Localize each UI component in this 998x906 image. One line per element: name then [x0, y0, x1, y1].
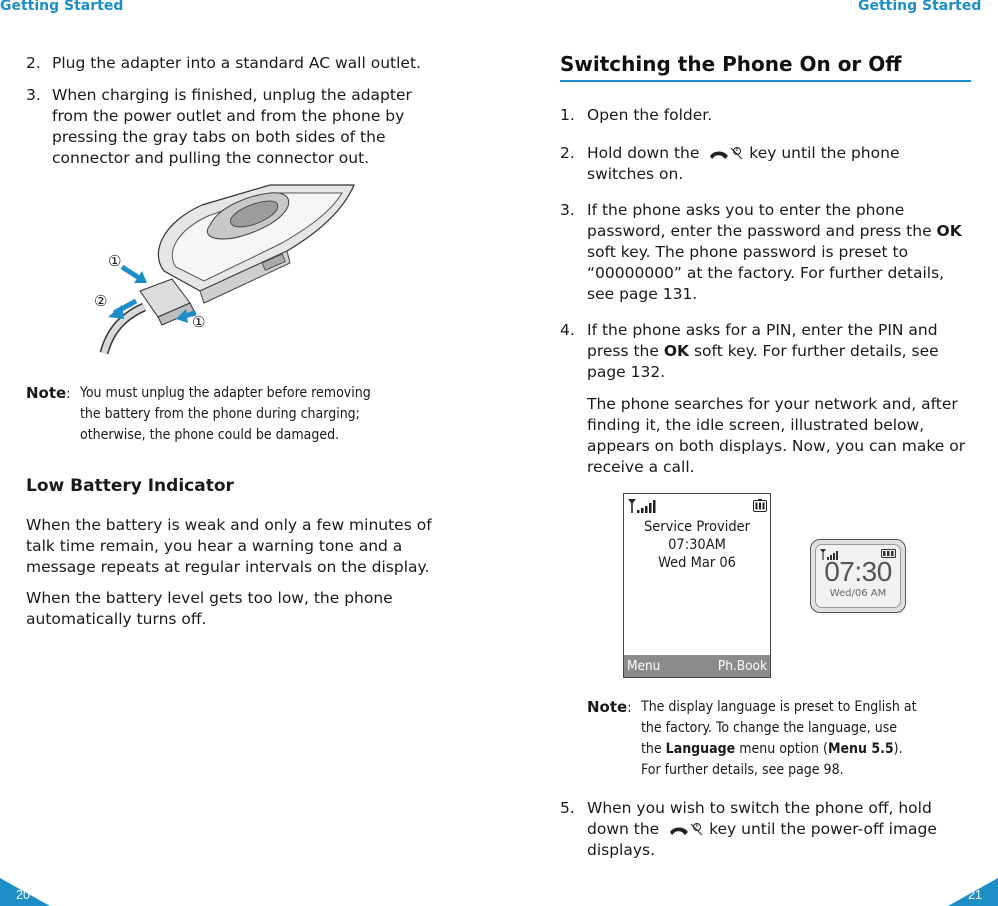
step-5-number: 5.	[560, 799, 575, 817]
low-battery-paragraph-1: When the battery is weak and only a few minutes of talk time remain, you hear a warning tone and a message repeats at regular intervals on the display.	[26, 516, 432, 576]
label-circled-1-top: ①	[108, 252, 122, 270]
step-2-number: 2.	[26, 54, 41, 72]
right-page-header: Getting Started	[858, 0, 982, 14]
title-underline	[560, 80, 971, 82]
menu-5-5-label: Menu 5.5	[827, 741, 894, 757]
step-2-text: Plug the adapter into a standard AC wall outlet.	[52, 54, 421, 72]
charger-disconnect-illustration	[92, 183, 362, 355]
label-circled-2: ②	[94, 292, 108, 310]
step-2-text-right: Hold down the key until the phone switches on.	[587, 144, 900, 183]
right-note-text: The display language is preset to English at the factory. To change the language, use the Language menu option (Menu 5.5). For further details, see page 98.	[641, 699, 917, 778]
section-title: Switching the Phone On or Off	[560, 52, 902, 76]
step-2-number-right: 2.	[560, 144, 575, 162]
network-search-paragraph: The phone searches for your network and, after finding it, the idle screen, illustrated below, appears on both displays. Now, you can make or receive a call.	[587, 395, 966, 476]
step-4-number: 4.	[560, 321, 575, 339]
low-battery-paragraph-2: When the battery level gets too low, the phone automatically turns off.	[26, 589, 393, 628]
step-3-text-right: If the phone asks you to enter the phone password, enter the password and press the OK soft key. The phone password is preset to “00000000” at the factory. For further details, see page 131.	[587, 201, 962, 303]
external-display-illustration	[810, 539, 906, 613]
ok-key-label: OK	[936, 222, 962, 240]
end-power-key-icon	[664, 820, 704, 840]
left-page-header: Getting Started	[0, 0, 124, 14]
step-1-text: Open the folder.	[587, 106, 713, 124]
soft-key-bar	[624, 655, 770, 677]
step-5-text: When you wish to switch the phone off, hold down the key until the power-off image displays.	[587, 799, 937, 859]
label-circled-1-bottom: ①	[192, 313, 206, 331]
end-power-key-icon	[704, 144, 744, 164]
main-display-illustration	[623, 493, 771, 678]
step-3-number: 3.	[26, 86, 41, 104]
language-menu-label: Language	[665, 741, 736, 757]
soft-key-menu: Menu	[627, 658, 661, 674]
step-3-text: When charging is finished, unplug the adapter from the power outlet and from the phone by pressing the gray tabs on both sides of the connector and pulling the connector out.	[52, 86, 412, 167]
soft-key-phonebook: Ph.Book	[717, 658, 767, 674]
battery-icon	[753, 499, 767, 512]
step-1-number: 1.	[560, 106, 575, 124]
signal-strength-icon	[627, 498, 659, 514]
idle-time-text: 07:30AM	[668, 537, 726, 553]
right-page-number: 21	[968, 888, 982, 902]
ext-display-date: Wed/06 AM	[829, 588, 887, 599]
idle-date-text: Wed Mar 06	[658, 555, 736, 571]
right-note-label: Note:	[587, 698, 632, 716]
step-3-number-right: 3.	[560, 201, 575, 219]
left-page-number: 20	[16, 888, 30, 902]
step-4-text: If the phone asks for a PIN, enter the PIN and press the OK soft key. For further details, see page 132.	[587, 321, 939, 381]
left-note-label: Note:	[26, 384, 71, 402]
left-note-text: You must unplug the adapter before removing the battery from the phone during charging; otherwise, the phone could be damaged.	[80, 385, 371, 443]
ext-display-time: 07:30	[824, 556, 892, 587]
low-battery-heading: Low Battery Indicator	[26, 476, 234, 496]
service-provider-text: Service Provider	[643, 519, 750, 535]
